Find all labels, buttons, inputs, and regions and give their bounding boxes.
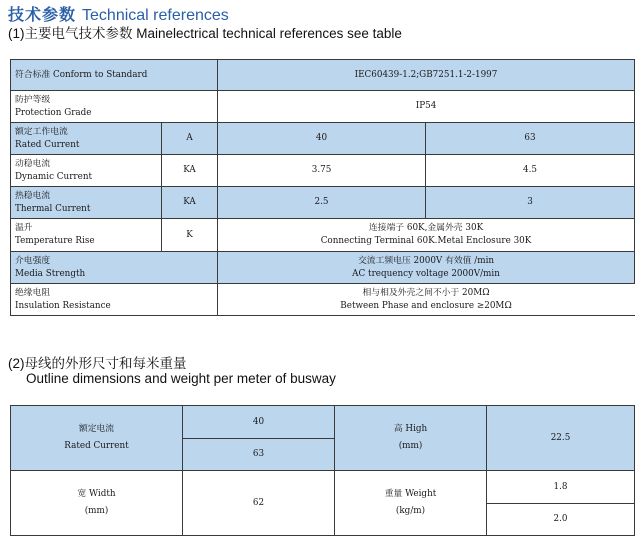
weight-value-2: 2.0: [487, 504, 635, 536]
section1-en: Mainelectrical technical references see table: [136, 26, 402, 41]
row-current-1: [11, 406, 635, 439]
standard-label: 符合标准 Conform to Standard: [11, 60, 218, 91]
standard-value: IEC60439-1.2;GB7251.1-2-1997: [218, 60, 635, 91]
width-label: 宽 Width (mm): [11, 471, 183, 536]
thermal-value-2: 3: [426, 187, 635, 219]
row-protection: [11, 91, 635, 123]
temperature-label: 温升 Temperature Rise: [11, 219, 162, 252]
row-thermal: [11, 187, 635, 219]
rated-unit: A: [162, 123, 218, 155]
row-width-1: [11, 471, 635, 504]
current-value-1: 40: [183, 406, 335, 439]
protection-value: IP54: [218, 91, 635, 123]
rated-value-2: 63: [426, 123, 635, 155]
row-insulation: [11, 284, 635, 316]
dimensions-table: [10, 405, 635, 536]
section1-cn: 主要电气技术参数: [24, 26, 133, 42]
title-en: Technical references: [82, 7, 229, 24]
current-value-2: 63: [183, 439, 335, 471]
row-temperature: [11, 219, 635, 252]
dynamic-label: 动稳电流 Dynamic Current: [11, 155, 162, 187]
section2-cn: 母线的外形尺寸和每米重量: [24, 356, 187, 372]
thermal-unit: KA: [162, 187, 218, 219]
section2-heading: [8, 352, 187, 372]
media-label: 介电强度 Media Strength: [11, 252, 218, 284]
section2-en: Outline dimensions and weight per meter of busway: [26, 371, 336, 386]
protection-label: 防护等级 Protection Grade: [11, 91, 218, 123]
row-standard: [11, 60, 635, 91]
rated-value-1: 40: [218, 123, 426, 155]
section2-num: (2): [8, 356, 25, 371]
high-value: 22.5: [487, 406, 635, 471]
high-label: 高 High (mm): [335, 406, 487, 471]
row-dynamic: [11, 155, 635, 187]
dynamic-unit: KA: [162, 155, 218, 187]
insulation-value: 相与相及外壳之间不小于 20MΩ Between Phase and enclosure ≥20MΩ: [218, 284, 635, 316]
rated-current-label: 额定电流 Rated Current: [11, 406, 183, 471]
width-value: 62: [183, 471, 335, 536]
dynamic-value-2: 4.5: [426, 155, 635, 187]
temperature-value: 连接端子 60K,金属外壳 30K Connecting Terminal 60K.Metal Enclosure 30K: [218, 219, 635, 252]
insulation-label: 绝缘电阻 Insulation Resistance: [11, 284, 218, 316]
temperature-unit: K: [162, 219, 218, 252]
row-media: [11, 252, 635, 284]
section1-num: (1): [8, 26, 25, 41]
media-value: 交流工频电压 2000V 有效值 /min AC trequency voltage 2000V/min: [218, 252, 635, 284]
technical-table: [10, 59, 635, 316]
thermal-value-1: 2.5: [218, 187, 426, 219]
thermal-label: 热稳电流 Thermal Current: [11, 187, 162, 219]
row-rated: [11, 123, 635, 155]
dynamic-value-1: 3.75: [218, 155, 426, 187]
rated-label: 额定工作电流 Rated Current: [11, 123, 162, 155]
weight-value-1: 1.8: [487, 471, 635, 504]
weight-label: 重量 Weight (kg/m): [335, 471, 487, 536]
title-cn: 技术参数: [8, 5, 77, 24]
section1-heading: [8, 22, 402, 42]
